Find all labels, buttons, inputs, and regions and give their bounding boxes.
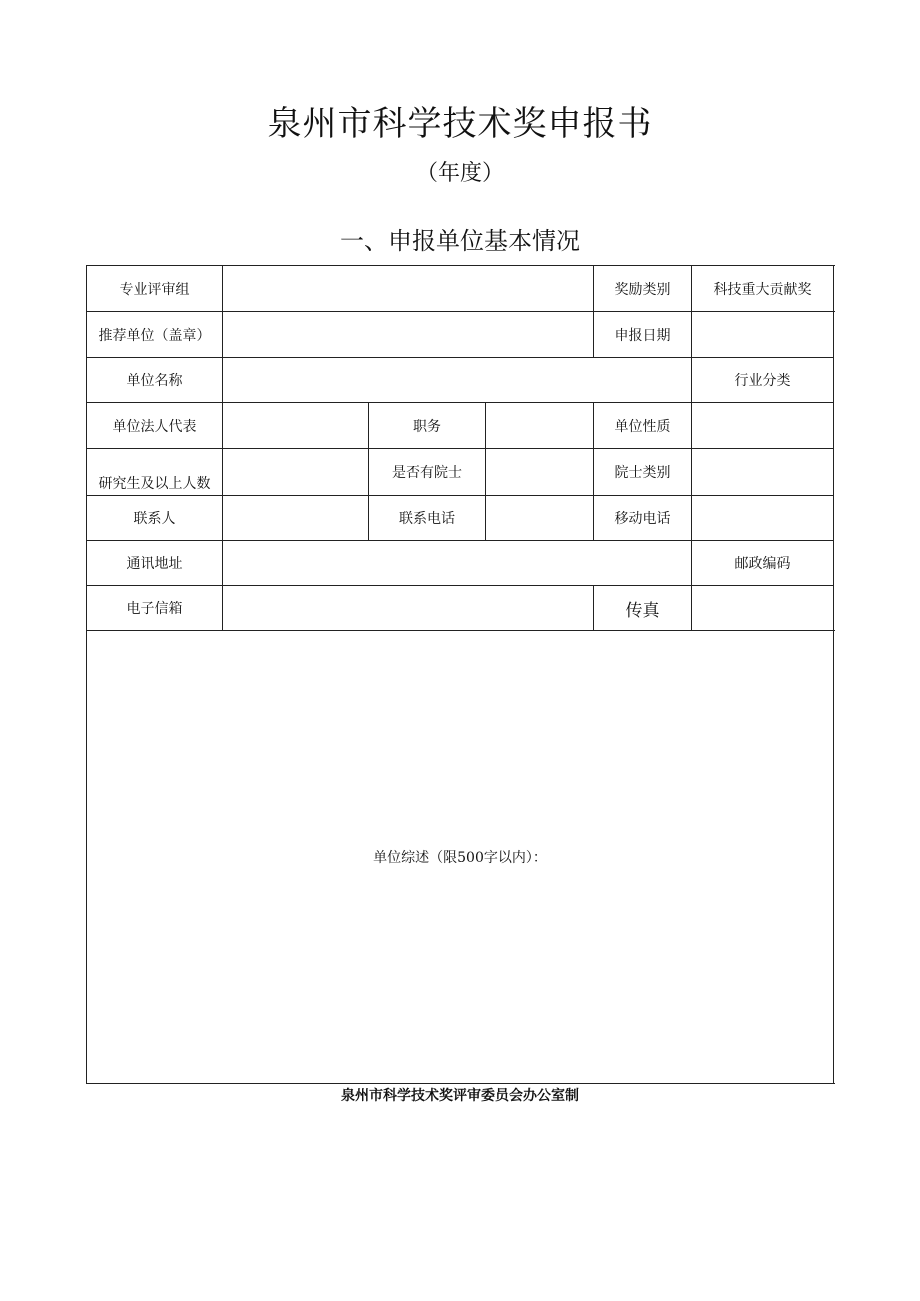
unit-name-field[interactable] (223, 358, 692, 403)
mobile-field[interactable] (692, 496, 834, 541)
mobile-label: 移动电话 (594, 496, 692, 541)
application-date-label: 申报日期 (594, 312, 692, 358)
fax-field[interactable] (692, 586, 834, 631)
postgrad-count-label: 研究生及以上人数 (98, 476, 211, 492)
recommending-unit-field[interactable] (223, 312, 594, 358)
postgrad-count-cell (87, 449, 223, 496)
unit-info-table (86, 265, 834, 1084)
address-field[interactable] (223, 541, 692, 586)
unit-name-label: 单位名称 (87, 358, 223, 403)
unit-summary-field[interactable] (87, 631, 834, 1084)
unit-summary-label: 单位综述（限500字以内）： (373, 850, 547, 866)
specialty-group-field[interactable] (223, 266, 594, 312)
document-title: 泉州市科学技术奖申报书 (267, 104, 653, 144)
position-label: 职务 (369, 403, 486, 449)
academician-type-field[interactable] (692, 449, 834, 496)
unit-nature-label: 单位性质 (594, 403, 692, 449)
year-subtitle: （年度） (415, 161, 504, 186)
legal-rep-field[interactable] (223, 403, 369, 449)
contact-phone-field[interactable] (486, 496, 594, 541)
award-category-value[interactable]: 科技重大贡献奖 (692, 266, 834, 312)
industry-label: 行业分类 (692, 358, 834, 403)
legal-rep-label: 单位法人代表 (87, 403, 223, 449)
contact-field[interactable] (223, 496, 369, 541)
postgrad-count-field[interactable] (223, 449, 369, 496)
contact-phone-label: 联系电话 (369, 496, 486, 541)
recommending-unit-label: 推荐单位（盖章） (87, 312, 223, 358)
unit-nature-field[interactable] (692, 403, 834, 449)
academician-field[interactable] (486, 449, 594, 496)
application-date-field[interactable] (692, 312, 834, 358)
academician-label: 是否有院士 (369, 449, 486, 496)
contact-label: 联系人 (87, 496, 223, 541)
email-field[interactable] (223, 586, 594, 631)
specialty-group-label: 专业评审组 (87, 266, 223, 312)
award-category-label: 奖励类别 (594, 266, 692, 312)
position-field[interactable] (486, 403, 594, 449)
address-label: 通讯地址 (87, 541, 223, 586)
section-title: 一、申报单位基本情况 (340, 227, 580, 255)
footer-issuer: 泉州市科学技术奖评审委员会办公室制 (341, 1088, 579, 1104)
academician-type-label: 院士类别 (594, 449, 692, 496)
email-label: 电子信箱 (87, 586, 223, 631)
postcode-label: 邮政编码 (692, 541, 834, 586)
fax-label: 传真 (594, 586, 692, 631)
